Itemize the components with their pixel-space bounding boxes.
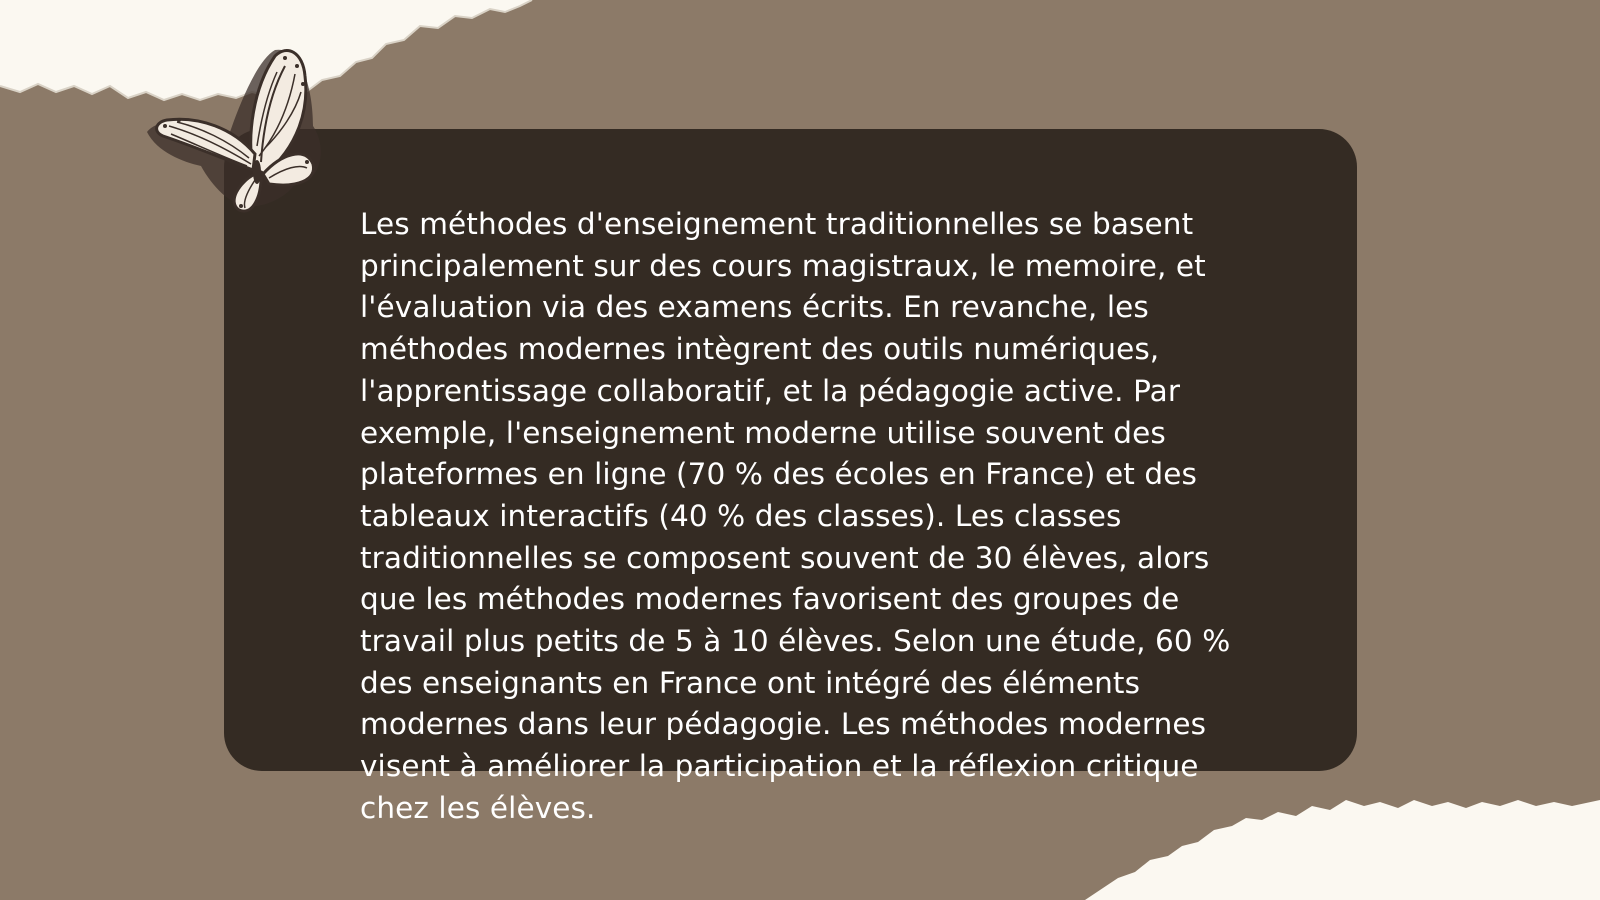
butterfly-icon [135,36,335,226]
body-paragraph: Les méthodes d'enseignement traditionnelles se basent principalement sur des cours magistraux, le memoire, et l'évaluation via des examens écrits. En revanche, les méthodes modernes intègrent des outils numériques, l'apprentissage collaboratif, et la pédagogie active. Par exemple, l'enseignement moderne utilise souvent des plateformes en ligne (70 % des écoles en France) et des tableaux interactifs (40 % des classes). Les classes traditionnelles se composent souvent de 30 élèves, alors que les méthodes modernes favorisent des groupes de travail plus petits de 5 à 10 élèves. Selon une étude, 60 % des enseignants en France ont intégré des éléments modernes dans leur pédagogie. Les méthodes modernes visent à améliorer la participation et la réflexion critique chez les élèves. [360,207,1231,825]
